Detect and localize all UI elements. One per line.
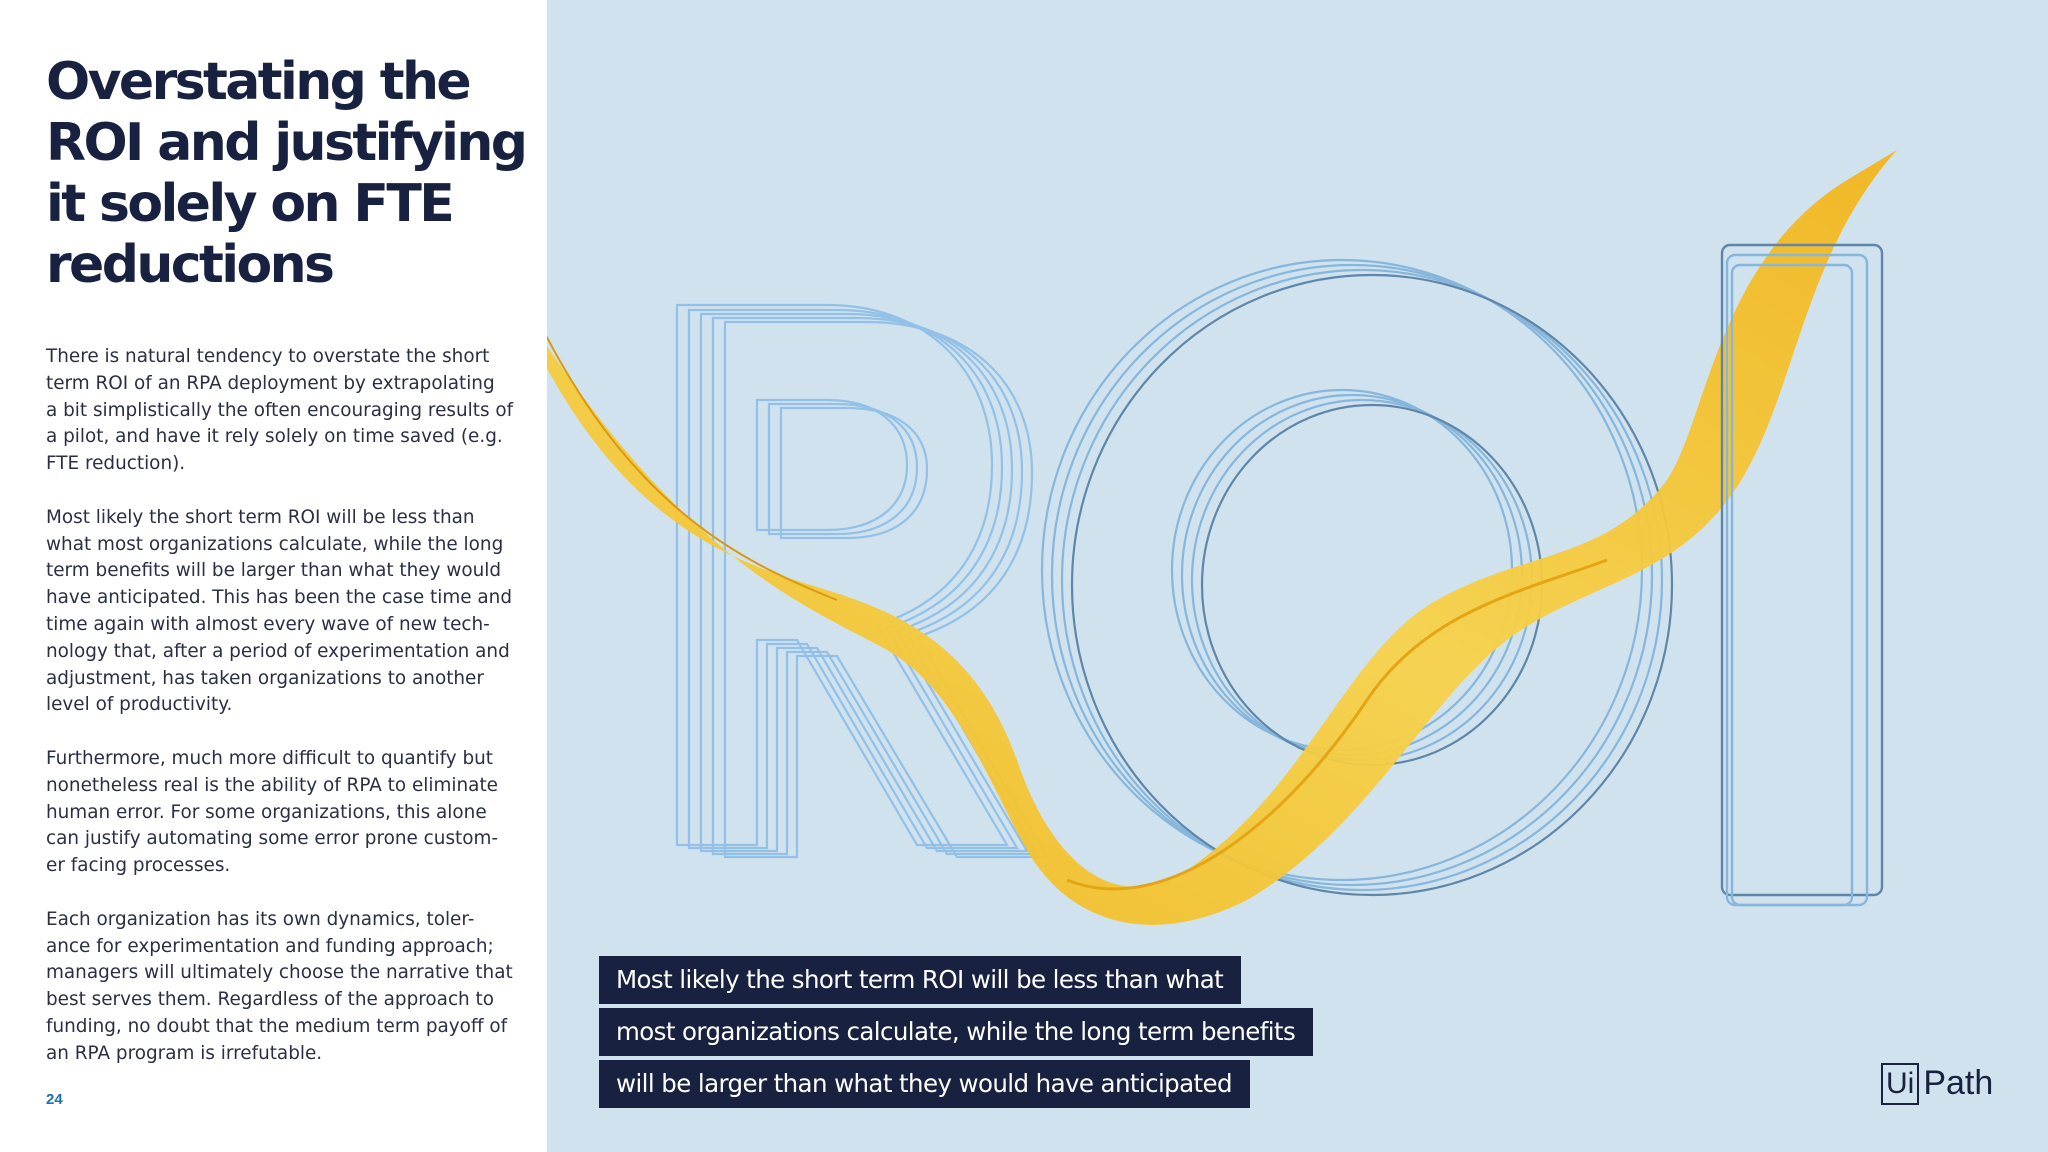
quote-line: most organizations calculate, while the long term benefits [599,1008,1313,1056]
text-line: time again with almost every wave of new tech- [46,613,490,635]
text-line: a bit simplistically the often encouraging results of [46,399,514,421]
title-line: reductions [46,235,333,295]
text-panel [0,0,547,1152]
text-line: best serves them. Regardless of the approach to [46,989,495,1011]
paragraph [46,505,512,719]
text-line: There is natural tendency to overstate the short [46,346,490,367]
text-line: human error. For some organizations, this alone [46,801,487,823]
uipath-logo [1881,1061,1993,1106]
text-line: have anticipated. This has been the case time and [46,587,512,609]
body-text [46,344,514,1094]
text-line: Each organization has its own dynamics, toler- [46,908,475,930]
paragraph [46,746,506,880]
text-line: Most likely the short term ROI will be less than [46,506,475,528]
logo-path-text: Path [1923,1064,1994,1102]
text-line: a pilot, and have it rely solely on time saved (e.g. [46,426,503,448]
page-number: 24 [46,1091,63,1108]
title-line: ROI and justifying [46,113,526,173]
text-line: what most organizations calculate, while the long [46,533,504,555]
title-line: it solely on FTE [46,174,453,234]
text-line: er facing processes. [46,855,231,877]
pull-quote [599,956,1313,1112]
text-line: FTE reduction). [46,453,186,475]
text-line: an RPA program is irrefutable. [46,1042,323,1064]
text-line: adjustment, has taken organizations to another [46,667,484,689]
logo-ui-box: Ui [1881,1063,1919,1105]
title-line: Overstating the [46,52,470,112]
text-line: managers will ultimately choose the narrative that [46,962,513,984]
text-line: Furthermore, much more difficult to quantify but [46,747,494,769]
text-line: nonetheless real is the ability of RPA to eliminate [46,774,498,796]
text-line: ance for experimentation and funding approach; [46,935,494,957]
paragraph [46,344,514,478]
quote-line: will be larger than what they would have anticipated [599,1060,1250,1108]
text-line: term benefits will be larger than what they would [46,560,502,582]
page-title [46,52,526,296]
text-line: can justify automating some error prone custom- [46,828,499,850]
text-line: term ROI of an RPA deployment by extrapolating [46,372,495,394]
text-line: funding, no doubt that the medium term payoff of [46,1015,508,1037]
text-line: level of productivity. [46,694,233,716]
paragraph [46,907,513,1068]
text-line: nology that, after a period of experimentation and [46,640,510,662]
quote-line: Most likely the short term ROI will be less than what [599,956,1241,1004]
yellow-ribbon [547,150,1897,925]
